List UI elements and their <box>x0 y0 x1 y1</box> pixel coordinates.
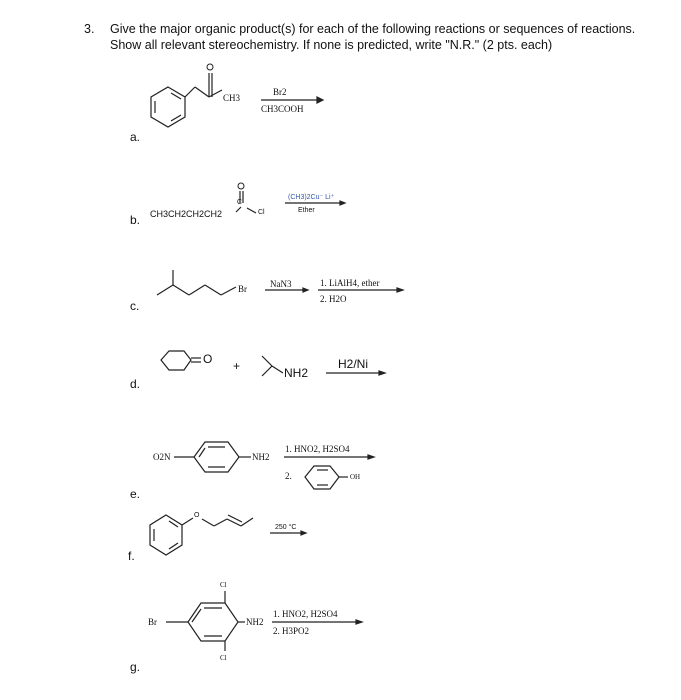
question-number: 3. <box>84 22 95 36</box>
part-a-label: a. <box>130 130 141 144</box>
reagent-c2-step1: 1. LiAlH4, ether <box>320 278 380 288</box>
benzene-ring-a <box>151 87 185 127</box>
alkyl-chain-c <box>157 270 236 295</box>
reagent-e-step2-number: 2. <box>285 471 292 481</box>
reagent-a-bottom: CH3COOH <box>261 104 304 114</box>
bromide-label-c: Br <box>238 284 247 294</box>
part-d-label: d. <box>130 377 141 391</box>
carbonyl-carbon-b: C <box>237 199 243 206</box>
reagent-g-step2: 2. H3PO2 <box>273 626 310 636</box>
arrow-g <box>272 620 362 624</box>
reagent-a-top: Br2 <box>273 87 287 97</box>
reagent-c2-step2: 2. H2O <box>320 294 347 304</box>
ether-oxygen-f: O <box>194 512 200 519</box>
amine-label-e: NH2 <box>252 452 270 462</box>
part-g-label: g. <box>130 660 141 674</box>
plus-sign-d: + <box>233 359 241 373</box>
carbonyl-oxygen-d: O <box>203 352 213 366</box>
reagent-d: H2/Ni <box>338 357 369 371</box>
benzene-ring-f <box>150 515 182 555</box>
reagent-b-top: (CH3)2Cu⁻ Li⁺ <box>288 194 335 201</box>
arrow-e <box>284 455 374 459</box>
amine-label-d: NH2 <box>284 366 309 380</box>
acyl-chloride-b <box>236 183 256 213</box>
reagent-e-step1: 1. HNO2, H2SO4 <box>285 444 350 454</box>
reagent-c1: NaN3 <box>270 279 292 289</box>
arrow-d <box>326 371 385 375</box>
phenol-ring-e <box>305 466 348 489</box>
propiophenone-chain-a <box>185 64 222 97</box>
arrow-b <box>285 201 345 205</box>
methyl-label-a: CH3 <box>223 93 241 103</box>
chloride-label-b: Cl <box>258 209 265 216</box>
arrow-f <box>270 531 306 535</box>
arrow-a <box>261 97 323 103</box>
isopropyl-d <box>262 356 283 376</box>
part-e-label: e. <box>130 487 141 501</box>
question-text-line-1: Give the major organic product(s) for each of the following reactions or sequences of reactions. <box>110 22 636 36</box>
chloro-top-label-g: Cl <box>220 581 227 589</box>
part-b-label: b. <box>130 213 141 227</box>
amine-label-g: NH2 <box>246 617 264 627</box>
question-text-line-2: Show all relevant stereochemistry. If none is predicted, write "N.R." (2 pts. each) <box>110 38 553 52</box>
bromo-label-g: Br <box>148 617 157 627</box>
allyl-ether-chain-f <box>182 515 253 526</box>
temperature-f: 250 °C <box>275 524 297 531</box>
nitro-label-e: O2N <box>153 452 171 462</box>
benzene-ring-e <box>194 442 239 472</box>
arrow-c2 <box>318 288 403 292</box>
cyclohexanone-ring-d <box>161 351 201 370</box>
reagent-g-step1: 1. HNO2, H2SO4 <box>273 609 338 619</box>
hydroxyl-label-e: OH <box>350 473 361 481</box>
part-f-label: f. <box>128 549 135 563</box>
part-c-label: c. <box>130 299 140 313</box>
benzene-ring-g <box>188 603 238 641</box>
alkyl-chain-label-b: CH3CH2CH2CH2 <box>150 209 223 219</box>
reagent-b-bottom: Ether <box>298 207 315 214</box>
chloro-bottom-label-g: Cl <box>220 654 227 662</box>
